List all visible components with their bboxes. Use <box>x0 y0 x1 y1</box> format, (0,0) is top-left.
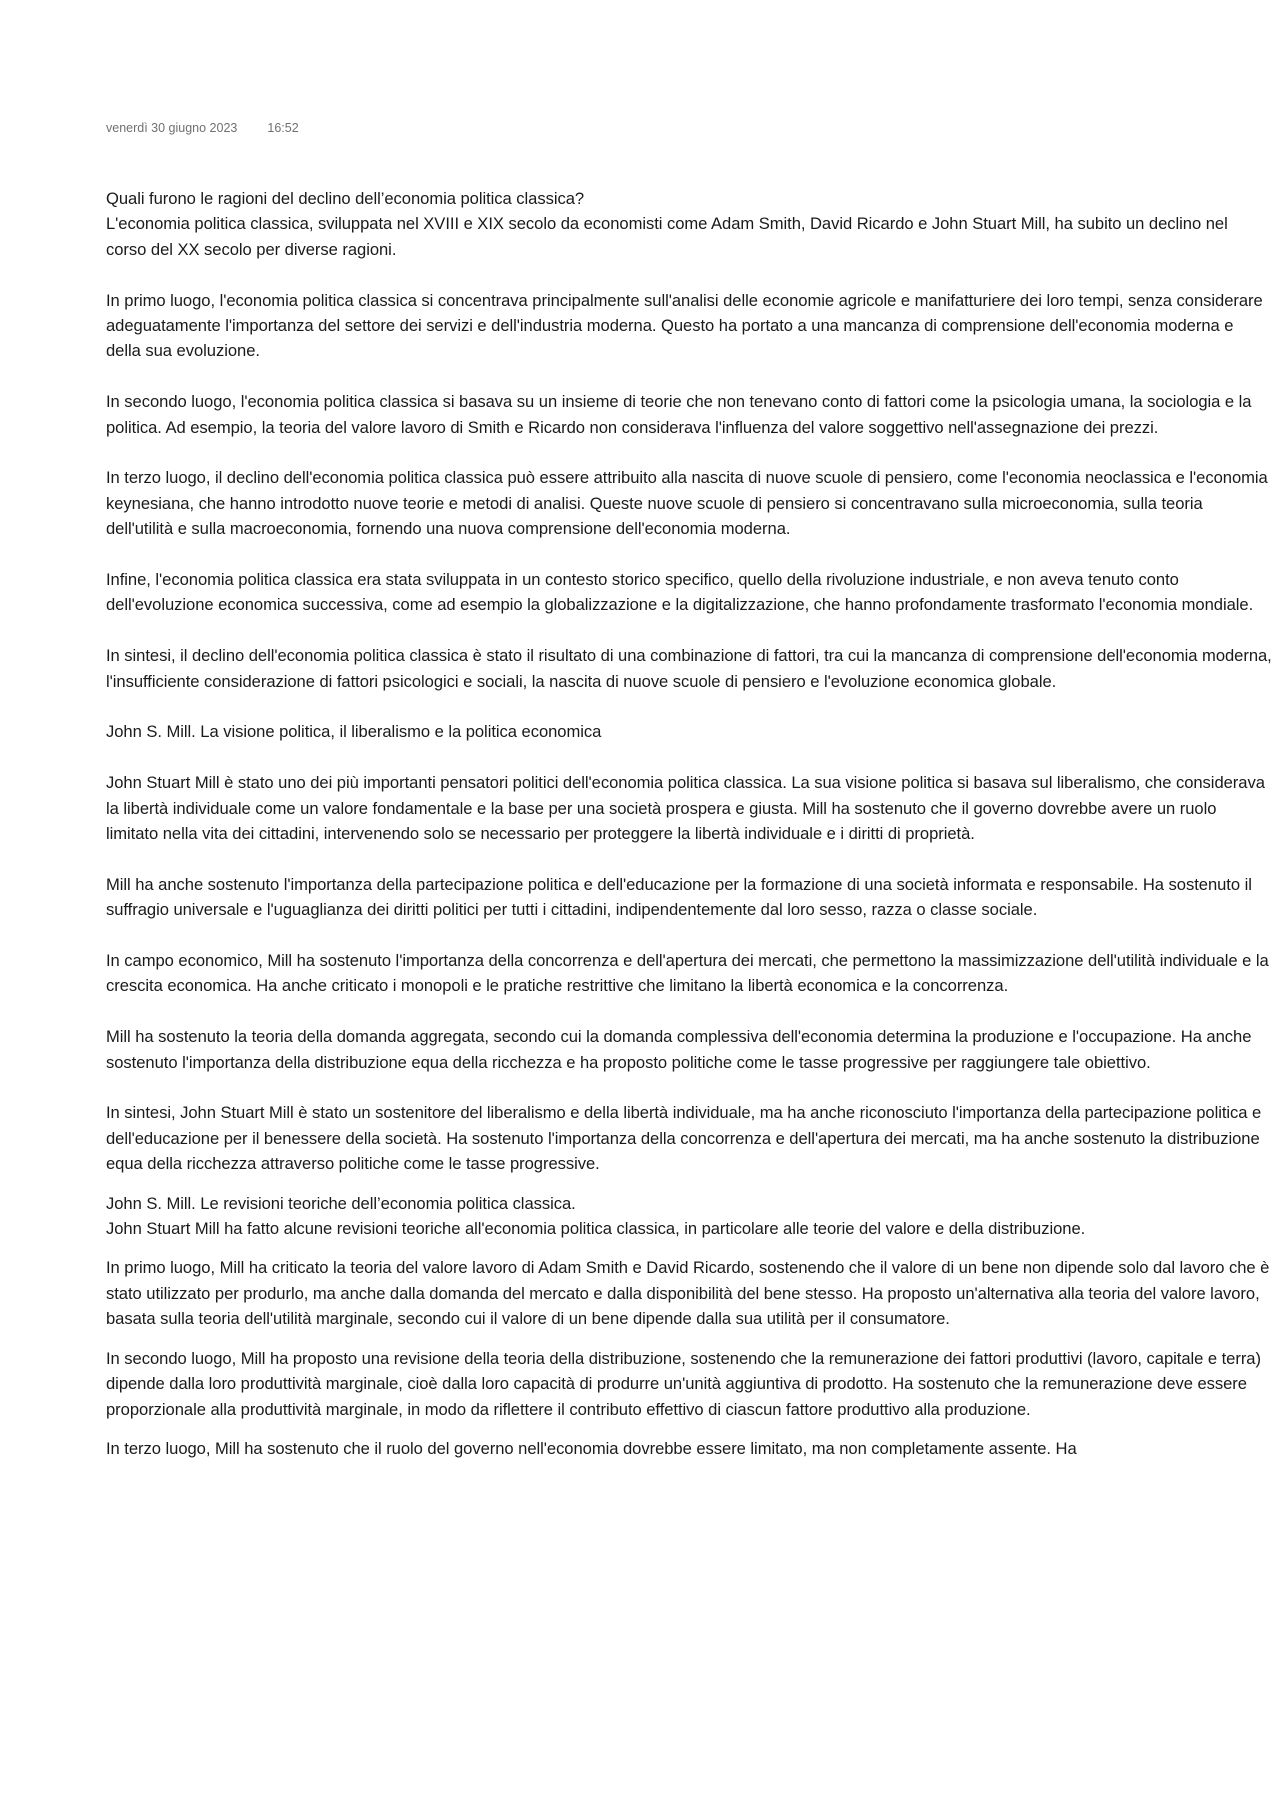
section-heading <box>106 719 1272 744</box>
paragraph <box>106 186 1272 262</box>
heading-line: John S. Mill. Le revisioni teoriche dell’economia politica classica. <box>106 1193 576 1213</box>
section-heading <box>106 1191 1272 1242</box>
note-body[interactable] <box>106 186 1272 1487</box>
paragraph-line: Infine, l'economia politica classica era stata sviluppata in un contesto storico specifico, quello della rivoluzione industriale, e non aveva tenuto conto dell'evoluzione economica successiva, come ad esempio la globalizzazione e la digitalizzazione, che hanno profondamente trasformato l'economia mondiale. <box>106 570 1254 615</box>
paragraph-line: L'economia politica classica, sviluppata nel XVIII e XIX secolo da economisti come Adam Smith, David Ricardo e John Stuart Mill, ha subito un declino nel corso del XX secolo per diverse ragioni. <box>106 214 1228 259</box>
heading-line: Quali furono le ragioni del declino dell’economia politica classica? <box>106 189 585 208</box>
paragraph-line: John Stuart Mill ha fatto alcune revisioni teoriche all'economia politica classica, in particolare alle teorie del valore e della distribuzione. <box>106 1219 1086 1239</box>
paragraph-line: Mill ha anche sostenuto l'importanza della partecipazione politica e dell'educazione per la formazione di una società informata e responsabile. Ha sostenuto il suffragio universale e l'uguaglianza dei diritti politici per tutti i cittadini, indipendentemente dal loro sesso, razza o classe sociale. <box>106 874 1252 920</box>
paragraph-line: In sintesi, il declino dell'economia politica classica è stato il risultato di una combinazione di fattori, tra cui la mancanza di comprensione dell'economia moderna, l'insufficiente considerazione di fattori psicologici e sociali, la nascita di nuove scuole di pensiero e l'evoluzione economica globale. <box>106 646 1272 691</box>
paragraph-line: John Stuart Mill è stato uno dei più importanti pensatori politici dell'economia politica classica. La sua visione politica si basava sul liberalismo, che considerava la libertà individuale come un valore fondamentale e la base per una società prospera e giusta. Mill ha sostenuto che il governo dovrebbe avere un ruolo limitato nella vita dei cittadini, intervenendo solo se necessario per proteggere la libertà individuale e i diritti di proprietà. <box>106 773 1265 844</box>
paragraph <box>106 567 1272 618</box>
paragraph <box>106 1346 1272 1422</box>
paragraph <box>106 1255 1272 1331</box>
paragraph-line: In terzo luogo, il declino dell'economia politica classica può essere attribuito alla nascita di nuove scuole di pensiero, come l'economia neoclassica e l'economia keynesiana, che hanno introdotto nuove teorie e metodi di analisi. Queste nuove scuole di pensiero si concentravano sulla microeconomia, sulla teoria dell'utilità e sulla macroeconomia, fornendo una nuova comprensione dell'economia moderna. <box>106 468 1268 539</box>
paragraph <box>106 770 1272 846</box>
note-date: venerdì 30 giugno 2023 <box>106 121 238 135</box>
paragraph-line: Mill ha sostenuto la teoria della domanda aggregata, secondo cui la domanda complessiva dell'economia determina la produzione e l'occupazione. Ha anche sostenuto l'importanza della distribuzione equa della ricchezza e ha proposto politiche come le tasse progressive per raggiungere tale obiettivo. <box>106 1027 1252 1072</box>
paragraph <box>106 1024 1272 1075</box>
paragraph-line: In secondo luogo, Mill ha proposto una revisione della teoria della distribuzione, sostenendo che la remunerazione dei fattori produttivi (lavoro, capitale e terra) dipende dalla loro produttività marginale, cioè dalla loro capacità di produrre un'unità aggiuntiva di prodotto. Ha sostenuto che la remunerazione deve essere proporzionale alla produttività marginale, in modo da riflettere il contributo effettivo di ciascun fattore produttivo alla produzione. <box>106 1348 1261 1419</box>
heading-line: John S. Mill. La visione politica, il liberalismo e la politica economica <box>106 722 602 742</box>
paragraph <box>106 1436 1272 1461</box>
paragraph-line: In secondo luogo, l'economia politica classica si basava su un insieme di teorie che non tenevano conto di fattori come la psicologia umana, la sociologia e la politica. Ad esempio, la teoria del valore lavoro di Smith e Ricardo non considerava l'influenza del valore soggettivo nell'assegnazione dei prezzi. <box>106 392 1252 437</box>
paragraph <box>106 948 1272 999</box>
paragraph <box>106 1100 1272 1176</box>
paragraph <box>106 872 1272 923</box>
note-time: 16:52 <box>267 121 299 135</box>
paragraph-line: In terzo luogo, Mill ha sostenuto che il ruolo del governo nell'economia dovrebbe essere limitato, ma non completamente assente. Ha <box>106 1438 1077 1458</box>
paragraph <box>106 389 1272 440</box>
paragraph-line: In sintesi, John Stuart Mill è stato un sostenitore del liberalismo e della libertà individuale, ma ha anche riconosciuto l'importanza della partecipazione politica e dell'educazione per il benessere della società. Ha sostenuto l'importanza della concorrenza e dell'apertura dei mercati, ma ha anche sostenuto la distribuzione equa della ricchezza attraverso politiche come le tasse progressive. <box>106 1103 1262 1174</box>
paragraph <box>106 465 1272 541</box>
paragraph <box>106 643 1272 694</box>
note-timestamp <box>106 121 299 135</box>
paragraph <box>106 288 1272 364</box>
paragraph-line: In primo luogo, Mill ha criticato la teoria del valore lavoro di Adam Smith e David Ricardo, sostenendo che il valore di un bene non dipende solo dal lavoro che è stato utilizzato per produrlo, ma anche dalla domanda del mercato e dalla disponibilità del bene stesso. Ha proposto un'alternativa alla teoria del valore lavoro, basata sulla teoria dell'utilità marginale, secondo cui il valore di un bene dipende dalla sua utilità per il consumatore. <box>106 1258 1270 1329</box>
paragraph-line: In campo economico, Mill ha sostenuto l'importanza della concorrenza e dell'apertura dei mercati, che permettono la massimizzazione dell'utilità individuale e la crescita economica. Ha anche criticato i monopoli e le pratiche restrittive che limitano la libertà economica e la concorrenza. <box>106 951 1269 996</box>
paragraph-line: In primo luogo, l'economia politica classica si concentrava principalmente sull'analisi delle economie agricole e manifatturiere dei loro tempi, senza considerare adeguatamente l'importanza del settore dei servizi e dell'industria moderna. Questo ha portato a una mancanza di comprensione dell'economia moderna e della sua evoluzione. <box>106 290 1263 361</box>
